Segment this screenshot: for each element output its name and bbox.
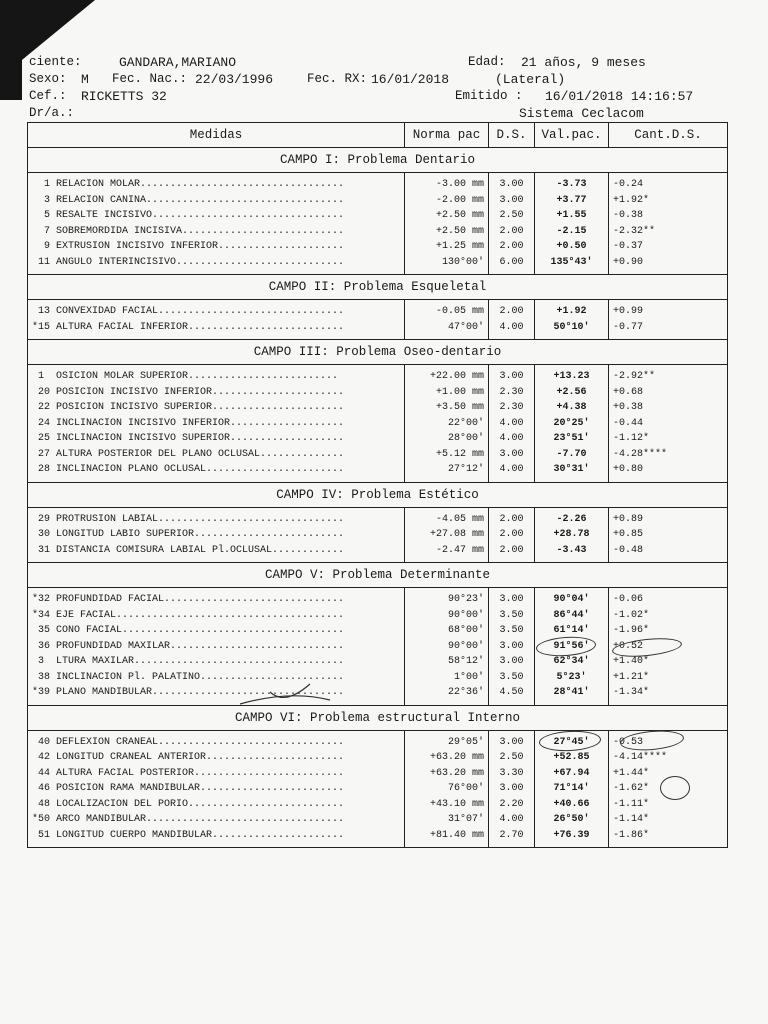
measure-norm: +2.50 mm <box>405 208 489 224</box>
measure-row <box>28 750 728 766</box>
measure-value: +3.77 <box>535 193 609 209</box>
measure-sd: 2.50 <box>489 750 535 766</box>
issued-value: 16/01/2018 14:16:57 <box>545 89 694 104</box>
measure-value: 5°23' <box>535 670 609 686</box>
measure-sd: 3.50 <box>489 623 535 639</box>
campo-header <box>28 705 728 730</box>
measure-row <box>28 239 728 255</box>
measure-value: 30°31' <box>535 462 609 482</box>
measure-sd-count: -1.96* <box>609 623 728 639</box>
measure-sd: 6.00 <box>489 255 535 275</box>
measure-row <box>28 300 728 320</box>
measure-norm: -2.47 mm <box>405 543 489 563</box>
measure-sd: 4.00 <box>489 320 535 340</box>
measure-sd: 3.00 <box>489 447 535 463</box>
measure-value: 50°10' <box>535 320 609 340</box>
measure-sd: 3.00 <box>489 730 535 750</box>
col-cant: Cant.D.S. <box>609 123 728 148</box>
campo-header <box>28 482 728 507</box>
measure-norm: 31°07' <box>405 812 489 828</box>
measure-row <box>28 608 728 624</box>
measure-row <box>28 670 728 686</box>
measure-name: 11 ANGULO INTERINCISIVO............................ <box>28 255 405 275</box>
measure-row <box>28 320 728 340</box>
measure-norm: -3.00 mm <box>405 173 489 193</box>
measure-value: 62°34' <box>535 654 609 670</box>
measure-name: 29 PROTRUSION LABIAL............................... <box>28 507 405 527</box>
measure-sd-count: -1.34* <box>609 685 728 705</box>
measure-name: 1 RELACION MOLAR.................................. <box>28 173 405 193</box>
measure-row <box>28 588 728 608</box>
measure-norm: 76°00' <box>405 781 489 797</box>
measure-row <box>28 385 728 401</box>
measure-row <box>28 400 728 416</box>
measure-name: 9 EXTRUSION INCISIVO INFERIOR..................... <box>28 239 405 255</box>
measure-norm: +63.20 mm <box>405 750 489 766</box>
rx-value: 16/01/2018 <box>371 72 450 87</box>
measure-value: 86°44' <box>535 608 609 624</box>
measure-row <box>28 654 728 670</box>
measure-norm: -2.00 mm <box>405 193 489 209</box>
measure-sd-count: -0.38 <box>609 208 728 224</box>
view-value: (Lateral) <box>495 72 566 87</box>
measure-sd-count: -0.53 <box>609 730 728 750</box>
campo-header <box>28 275 728 300</box>
measure-name: 3 RELACION CANINA................................. <box>28 193 405 209</box>
measure-value: +0.50 <box>535 239 609 255</box>
age-value: 21 años, 9 meses <box>521 55 646 70</box>
measure-value: -3.43 <box>535 543 609 563</box>
measure-sd-count: +1.44* <box>609 766 728 782</box>
measure-value: 135°43' <box>535 255 609 275</box>
measure-sd: 2.00 <box>489 507 535 527</box>
measure-sd: 2.30 <box>489 385 535 401</box>
measure-name: 7 SOBREMORDIDA INCISIVA........................... <box>28 224 405 240</box>
measure-value: +52.85 <box>535 750 609 766</box>
campo-title: CAMPO I: Problema Dentario <box>28 148 728 173</box>
measure-row <box>28 812 728 828</box>
measure-norm: -0.05 mm <box>405 300 489 320</box>
measure-name: 35 CONO FACIAL..................................... <box>28 623 405 639</box>
measure-sd-count: +0.99 <box>609 300 728 320</box>
measure-name: 30 LONGITUD LABIO SUPERIOR......................... <box>28 527 405 543</box>
measure-norm: 130°00' <box>405 255 489 275</box>
measure-norm: 22°00' <box>405 416 489 432</box>
measure-sd-count: +0.68 <box>609 385 728 401</box>
measure-norm: 58°12' <box>405 654 489 670</box>
measure-norm: 90°23' <box>405 588 489 608</box>
measure-norm: +3.50 mm <box>405 400 489 416</box>
patient-name: GANDARA,MARIANO <box>119 55 237 70</box>
measure-sd: 3.50 <box>489 670 535 686</box>
measure-row <box>28 507 728 527</box>
measure-name: *39 PLANO MANDIBULAR................................ <box>28 685 405 705</box>
measure-norm: +63.20 mm <box>405 766 489 782</box>
measure-value: -2.26 <box>535 507 609 527</box>
measure-row <box>28 828 728 848</box>
measure-name: 42 LONGITUD CRANEAL ANTERIOR....................... <box>28 750 405 766</box>
measure-value: +1.55 <box>535 208 609 224</box>
measure-norm: 27°12' <box>405 462 489 482</box>
measure-value: -7.70 <box>535 447 609 463</box>
cef-value: RICKETTS 32 <box>81 89 167 104</box>
measure-name: 5 RESALTE INCISIVO................................ <box>28 208 405 224</box>
measure-sd: 4.00 <box>489 462 535 482</box>
measure-sd-count: -4.14**** <box>609 750 728 766</box>
measure-sd-count: +0.89 <box>609 507 728 527</box>
measure-value: +76.39 <box>535 828 609 848</box>
measure-norm: +2.50 mm <box>405 224 489 240</box>
measure-value: 23°51' <box>535 431 609 447</box>
column-header-row <box>28 123 728 148</box>
dr-label: Dr/a.: <box>29 106 75 120</box>
measure-value: +13.23 <box>535 365 609 385</box>
measure-name: 51 LONGITUD CUERPO MANDIBULAR...................... <box>28 828 405 848</box>
measure-value: -2.15 <box>535 224 609 240</box>
measure-sd: 2.20 <box>489 797 535 813</box>
measure-name: 36 PROFUNDIDAD MAXILAR............................. <box>28 639 405 655</box>
measure-sd-count: -1.86* <box>609 828 728 848</box>
measure-name: 27 ALTURA POSTERIOR DEL PLANO OCLUSAL.............. <box>28 447 405 463</box>
measure-row <box>28 255 728 275</box>
measure-sd-count: -1.02* <box>609 608 728 624</box>
measure-sd-count: -0.24 <box>609 173 728 193</box>
measure-value: 71°14' <box>535 781 609 797</box>
measure-norm: 29°05' <box>405 730 489 750</box>
measure-sd: 3.00 <box>489 639 535 655</box>
measure-sd-count: +0.52 <box>609 639 728 655</box>
measure-sd-count: +1.92* <box>609 193 728 209</box>
measure-sd-count: -0.44 <box>609 416 728 432</box>
measure-sd: 3.00 <box>489 654 535 670</box>
measure-norm: +81.40 mm <box>405 828 489 848</box>
measure-value: 28°41' <box>535 685 609 705</box>
measure-name: *32 PROFUNDIDAD FACIAL.............................. <box>28 588 405 608</box>
measure-row <box>28 208 728 224</box>
measure-value: +28.78 <box>535 527 609 543</box>
measure-sd-count: -1.11* <box>609 797 728 813</box>
measure-row <box>28 365 728 385</box>
measure-row <box>28 527 728 543</box>
measure-name: 1 OSICION MOLAR SUPERIOR......................... <box>28 365 405 385</box>
sex-value: M <box>81 72 89 87</box>
scan-edge-shadow <box>0 0 22 100</box>
measure-sd-count: +1.21* <box>609 670 728 686</box>
measure-value: +1.92 <box>535 300 609 320</box>
measure-name: 22 POSICION INCISIVO SUPERIOR...................... <box>28 400 405 416</box>
measure-sd-count: +1.40* <box>609 654 728 670</box>
measure-sd: 4.00 <box>489 416 535 432</box>
measure-row <box>28 766 728 782</box>
measure-norm: +43.10 mm <box>405 797 489 813</box>
measure-row <box>28 685 728 705</box>
measure-norm: 22°36' <box>405 685 489 705</box>
measure-norm: 1°00' <box>405 670 489 686</box>
measure-name: 48 LOCALIZACION DEL PORIO.......................... <box>28 797 405 813</box>
measure-name: 46 POSICION RAMA MANDIBULAR........................ <box>28 781 405 797</box>
measure-sd: 3.00 <box>489 365 535 385</box>
measure-row <box>28 431 728 447</box>
measure-name: 25 INCLINACION INCISIVO SUPERIOR................... <box>28 431 405 447</box>
col-val: Val.pac. <box>535 123 609 148</box>
measure-sd: 2.50 <box>489 208 535 224</box>
measure-name: 3 LTURA MAXILAR................................... <box>28 654 405 670</box>
measure-norm: +22.00 mm <box>405 365 489 385</box>
campo-title: CAMPO II: Problema Esqueletal <box>28 275 728 300</box>
pen-stroke-mark <box>230 672 340 712</box>
measure-norm: +1.25 mm <box>405 239 489 255</box>
measure-name: *15 ALTURA FACIAL INFERIOR.......................... <box>28 320 405 340</box>
measure-value: 61°14' <box>535 623 609 639</box>
measure-sd-count: +0.90 <box>609 255 728 275</box>
birth-value: 22/03/1996 <box>195 72 274 87</box>
measure-sd-count: +0.80 <box>609 462 728 482</box>
measure-sd-count: -2.92** <box>609 365 728 385</box>
campo-title: CAMPO III: Problema Oseo-dentario <box>28 340 728 365</box>
measure-sd: 2.00 <box>489 239 535 255</box>
campo-header <box>28 340 728 365</box>
report-header <box>27 54 727 124</box>
measure-sd: 3.00 <box>489 173 535 193</box>
rx-label: Fec. RX: <box>307 72 368 86</box>
measure-sd: 3.00 <box>489 781 535 797</box>
measure-name: 38 INCLINACION Pl. PALATINO........................ <box>28 670 405 686</box>
system-name: Sistema Ceclacom <box>519 106 644 121</box>
cef-label: Cef.: <box>29 89 67 103</box>
measure-row <box>28 781 728 797</box>
measure-sd-count: -0.37 <box>609 239 728 255</box>
measure-sd-count: -0.48 <box>609 543 728 563</box>
measure-value: 91°56' <box>535 639 609 655</box>
measure-sd: 3.50 <box>489 608 535 624</box>
measure-sd: 4.50 <box>489 685 535 705</box>
measure-value: +2.56 <box>535 385 609 401</box>
measure-name: 20 POSICION INCISIVO INFERIOR...................... <box>28 385 405 401</box>
measure-value: +40.66 <box>535 797 609 813</box>
measure-sd: 2.00 <box>489 300 535 320</box>
measure-sd-count: -4.28**** <box>609 447 728 463</box>
measure-sd-count: -1.14* <box>609 812 728 828</box>
campo-title: CAMPO VI: Problema estructural Interno <box>28 705 728 730</box>
measure-row <box>28 416 728 432</box>
measure-norm: +27.08 mm <box>405 527 489 543</box>
measure-sd: 3.00 <box>489 588 535 608</box>
measure-sd-count: -2.32** <box>609 224 728 240</box>
measure-norm: 90°00' <box>405 639 489 655</box>
col-ds: D.S. <box>489 123 535 148</box>
measure-name: 24 INCLINACION INCISIVO INFERIOR................... <box>28 416 405 432</box>
campo-title: CAMPO IV: Problema Estético <box>28 482 728 507</box>
campo-title: CAMPO V: Problema Determinante <box>28 563 728 588</box>
measure-sd: 3.00 <box>489 193 535 209</box>
measure-norm: 68°00' <box>405 623 489 639</box>
campo-header <box>28 148 728 173</box>
measure-sd: 2.70 <box>489 828 535 848</box>
measure-sd: 2.30 <box>489 400 535 416</box>
measure-name: *34 EJE FACIAL...................................... <box>28 608 405 624</box>
measure-name: 13 CONVEXIDAD FACIAL............................... <box>28 300 405 320</box>
sex-label: Sexo: <box>29 72 67 86</box>
birth-label: Fec. Nac.: <box>112 72 188 86</box>
measure-value: 20°25' <box>535 416 609 432</box>
measure-row <box>28 797 728 813</box>
measure-name: 28 INCLINACION PLANO OCLUSAL....................... <box>28 462 405 482</box>
measure-sd-count: -1.12* <box>609 431 728 447</box>
measure-sd: 2.00 <box>489 543 535 563</box>
measure-value: 27°45' <box>535 730 609 750</box>
measure-sd-count: +0.38 <box>609 400 728 416</box>
measure-norm: -4.05 mm <box>405 507 489 527</box>
measure-name: 40 DEFLEXION CRANEAL............................... <box>28 730 405 750</box>
measure-sd-count: -1.62* <box>609 781 728 797</box>
measure-value: +67.94 <box>535 766 609 782</box>
measure-sd: 3.30 <box>489 766 535 782</box>
measure-norm: +1.00 mm <box>405 385 489 401</box>
measure-row <box>28 462 728 482</box>
measure-row <box>28 193 728 209</box>
measure-norm: 28°00' <box>405 431 489 447</box>
measure-sd: 2.00 <box>489 527 535 543</box>
campo-header <box>28 563 728 588</box>
measure-value: +4.38 <box>535 400 609 416</box>
measure-sd-count: +0.85 <box>609 527 728 543</box>
age-label: Edad: <box>468 55 506 69</box>
col-norma: Norma pac <box>405 123 489 148</box>
measure-name: 44 ALTURA FACIAL POSTERIOR......................... <box>28 766 405 782</box>
measure-value: 90°04' <box>535 588 609 608</box>
measure-value: 26°50' <box>535 812 609 828</box>
measure-name: *50 ARCO MANDIBULAR................................. <box>28 812 405 828</box>
measure-row <box>28 447 728 463</box>
measure-sd: 4.00 <box>489 431 535 447</box>
measure-norm: 90°00' <box>405 608 489 624</box>
measure-row <box>28 224 728 240</box>
measure-sd: 4.00 <box>489 812 535 828</box>
col-medidas: Medidas <box>28 123 405 148</box>
measure-norm: 47°00' <box>405 320 489 340</box>
patient-label: ciente: <box>29 55 82 69</box>
measure-sd-count: -0.06 <box>609 588 728 608</box>
measure-value: -3.73 <box>535 173 609 193</box>
measure-row <box>28 173 728 193</box>
measure-norm: +5.12 mm <box>405 447 489 463</box>
measure-sd: 2.00 <box>489 224 535 240</box>
measure-name: 31 DISTANCIA COMISURA LABIAL Pl.OCLUSAL............ <box>28 543 405 563</box>
issued-label: Emitido : <box>455 89 523 103</box>
measure-row <box>28 623 728 639</box>
measure-row <box>28 543 728 563</box>
pen-circle-mark <box>660 776 690 800</box>
measure-sd-count: -0.77 <box>609 320 728 340</box>
